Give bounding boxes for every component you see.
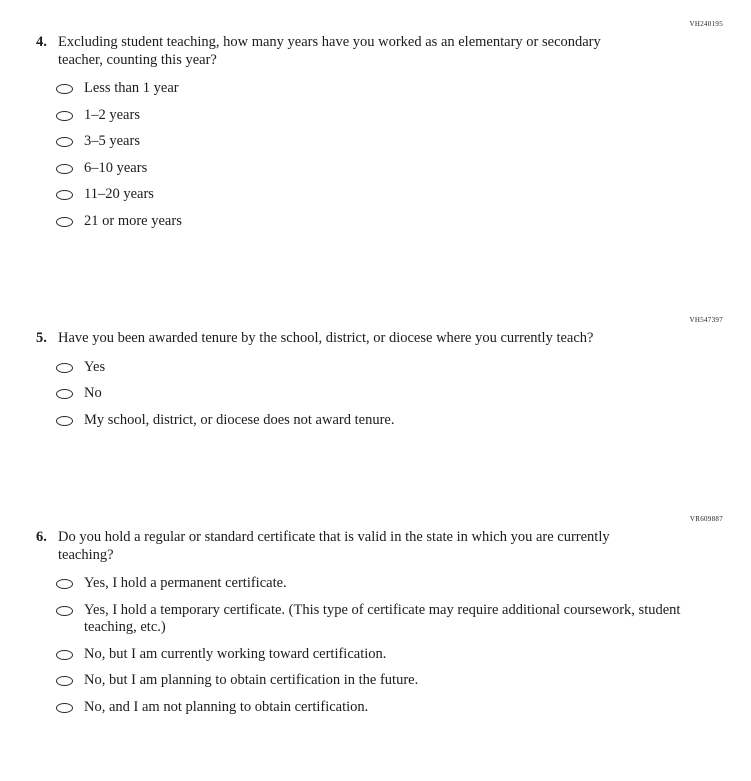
answer-option[interactable] bbox=[56, 699, 723, 717]
answer-option[interactable] bbox=[56, 107, 723, 125]
answer-option-label: My school, district, or diocese does not award tenure. bbox=[84, 411, 395, 428]
answer-option[interactable] bbox=[56, 646, 723, 664]
answer-oval-icon[interactable] bbox=[56, 676, 73, 686]
question-text: Do you hold a regular or standard certificate that is valid in the state in which you are currently teaching? bbox=[58, 529, 610, 563]
question-text: Excluding student teaching, how many years have you worked as an elementary or secondary teacher, counting this year? bbox=[58, 34, 601, 68]
options-list bbox=[56, 80, 723, 230]
question-header bbox=[36, 34, 723, 69]
answer-option-label: 1–2 years bbox=[84, 106, 140, 123]
questions-container bbox=[36, 20, 723, 716]
question-code: VH240195 bbox=[689, 20, 723, 28]
question-header bbox=[36, 529, 723, 564]
question-number: 5. bbox=[36, 330, 47, 346]
options-list bbox=[56, 359, 723, 430]
answer-oval-icon[interactable] bbox=[56, 416, 73, 426]
question-number: 4. bbox=[36, 34, 47, 50]
question-code: VH547397 bbox=[689, 316, 723, 324]
answer-oval-icon[interactable] bbox=[56, 111, 73, 121]
answer-option[interactable] bbox=[56, 133, 723, 151]
answer-option-label: No, but I am planning to obtain certification in the future. bbox=[84, 672, 419, 688]
answer-oval-icon[interactable] bbox=[56, 137, 73, 147]
question-text: Have you been awarded tenure by the school, district, or diocese where you currently teach? bbox=[58, 330, 594, 346]
answer-oval-icon[interactable] bbox=[56, 389, 73, 399]
question-block bbox=[36, 316, 723, 429]
answer-option-label: Yes, I hold a permanent certificate. bbox=[84, 575, 287, 591]
answer-option-label: 11–20 years bbox=[84, 186, 154, 202]
answer-oval-icon[interactable] bbox=[56, 703, 73, 713]
answer-oval-icon[interactable] bbox=[56, 164, 73, 174]
answer-option-label: 6–10 years bbox=[84, 159, 148, 176]
answer-option-label: No, but I am currently working toward certification. bbox=[84, 645, 387, 662]
question-block bbox=[36, 515, 723, 716]
answer-option-label: 21 or more years bbox=[84, 212, 182, 229]
answer-option[interactable] bbox=[56, 602, 723, 637]
answer-option[interactable] bbox=[56, 412, 723, 430]
answer-option-label: Less than 1 year bbox=[84, 80, 179, 96]
answer-option-label: 3–5 years bbox=[84, 133, 140, 149]
answer-option-label: Yes, I hold a temporary certificate. (This type of certificate may require additional coursework, student teaching, etc.) bbox=[84, 601, 681, 635]
answer-option-label: No, and I am not planning to obtain certification. bbox=[84, 698, 369, 715]
answer-oval-icon[interactable] bbox=[56, 579, 73, 589]
answer-oval-icon[interactable] bbox=[56, 217, 73, 227]
question-block bbox=[36, 20, 723, 230]
answer-oval-icon[interactable] bbox=[56, 84, 73, 94]
question-number: 6. bbox=[36, 529, 47, 545]
answer-option[interactable] bbox=[56, 160, 723, 178]
answer-option[interactable] bbox=[56, 213, 723, 231]
answer-option-label: No bbox=[84, 385, 102, 401]
answer-option[interactable] bbox=[56, 385, 723, 403]
answer-oval-icon[interactable] bbox=[56, 363, 73, 373]
question-code: VR609887 bbox=[689, 515, 723, 523]
question-header bbox=[36, 330, 723, 348]
answer-option[interactable] bbox=[56, 672, 723, 690]
answer-option[interactable] bbox=[56, 359, 723, 377]
answer-option-label: Yes bbox=[84, 358, 106, 375]
answer-oval-icon[interactable] bbox=[56, 650, 73, 660]
answer-option[interactable] bbox=[56, 186, 723, 204]
answer-oval-icon[interactable] bbox=[56, 606, 73, 616]
answer-option[interactable] bbox=[56, 575, 723, 593]
answer-oval-icon[interactable] bbox=[56, 190, 73, 200]
options-list bbox=[56, 575, 723, 716]
answer-option[interactable] bbox=[56, 80, 723, 98]
